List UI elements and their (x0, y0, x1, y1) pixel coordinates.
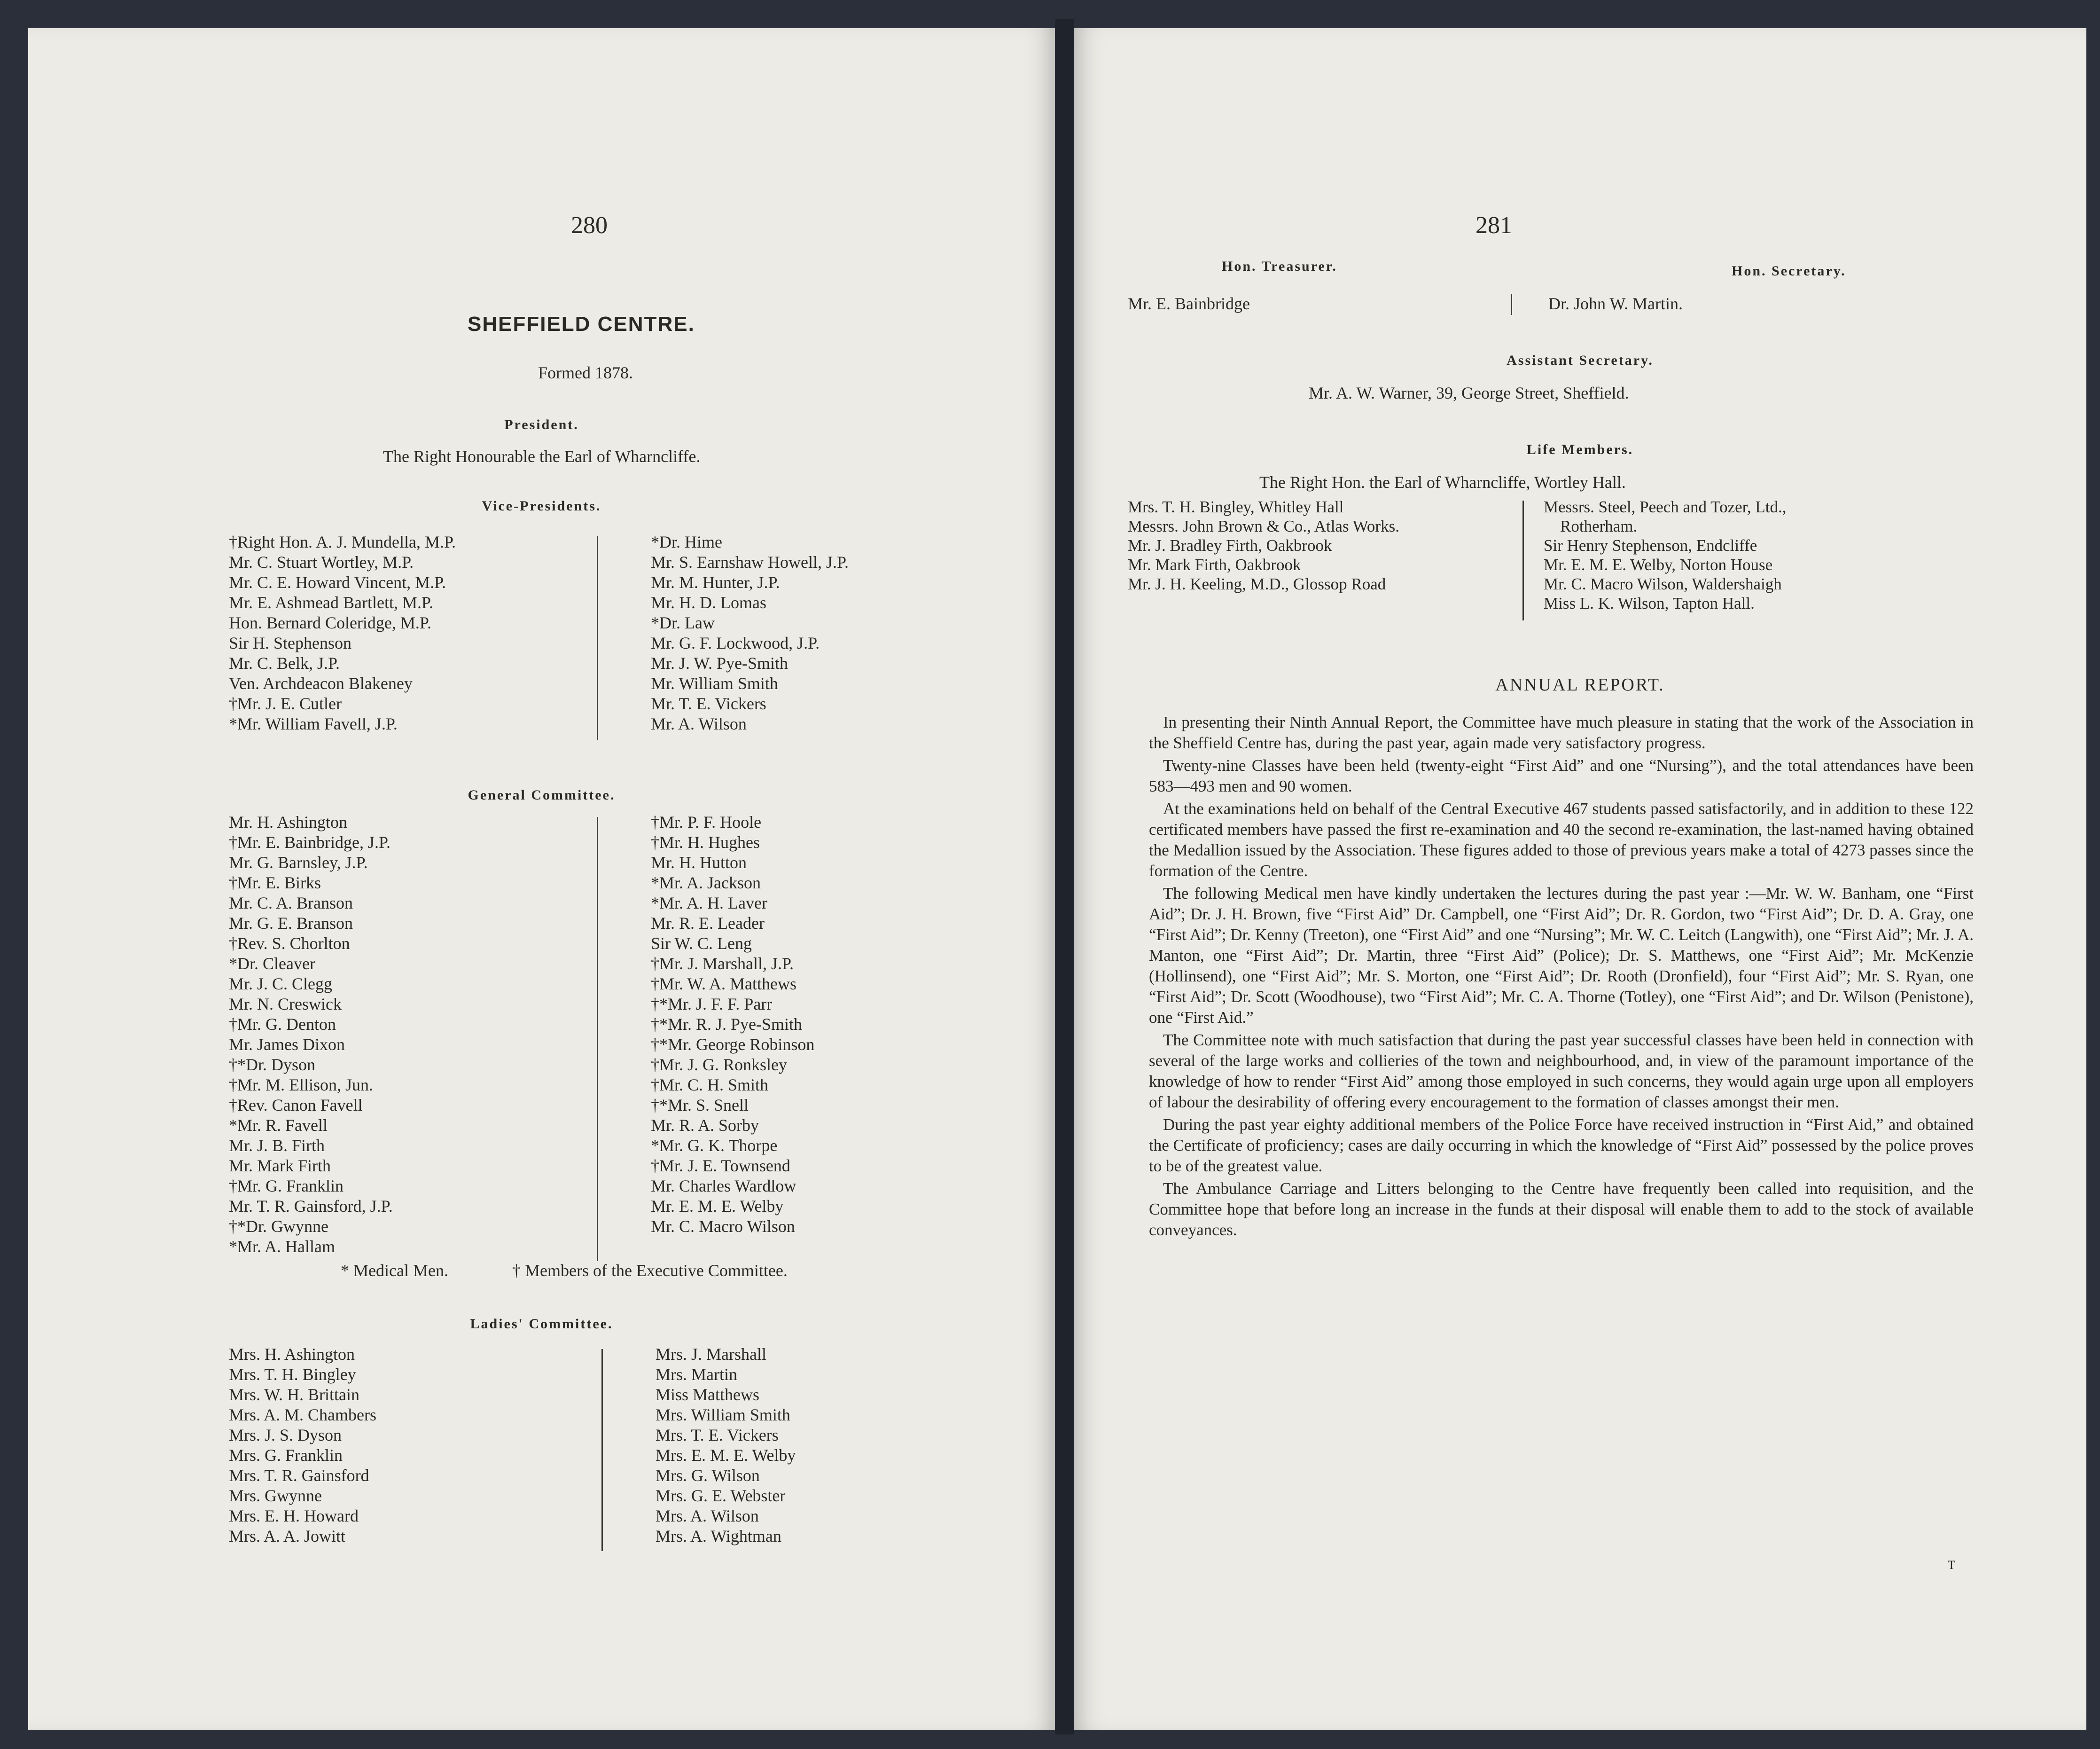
centre-title: SHEFFIELD CENTRE. (468, 313, 695, 336)
committee-member-entry: Mr. G. Barnsley, J.P. (229, 853, 368, 872)
vice-president-entry: Mr. S. Earnshaw Howell, J.P. (651, 553, 849, 572)
footnote-executive: † Members of the Executive Committee. (512, 1261, 788, 1280)
committee-member-entry: †*Dr. Gwynne (229, 1217, 328, 1236)
vice-president-entry: Mr. H. D. Lomas (651, 593, 766, 612)
column-divider (1522, 501, 1524, 620)
ladies-committee-entry: Mrs. E. M. E. Welby (656, 1446, 796, 1465)
vice-president-entry: Mr. C. E. Howard Vincent, M.P. (229, 573, 446, 592)
ladies-committee-left (229, 1344, 376, 1546)
life-members-left (1128, 497, 1399, 594)
committee-member-entry: †*Mr. R. J. Pye-Smith (651, 1015, 803, 1034)
ladies-committee-entry: Mrs. A. M. Chambers (229, 1405, 376, 1424)
annual-report-heading: ANNUAL REPORT. (1495, 675, 1665, 695)
report-paragraph: The Committee note with much satisfaction that during the past year successful classes have been held in connection with several of the large works and collieries of the town and neighbourhood, and, in view of the paramount importance of the knowledge of how to render “First Aid” among those employed in such concerns, they would again urge upon all employers of labour the desirability of offering every encouragement to the formation of classes amongst their men. (1149, 1031, 1974, 1111)
committee-member-entry: †Mr. E. Bainbridge, J.P. (229, 833, 391, 852)
vice-president-entry: Mr. J. W. Pye-Smith (651, 654, 788, 673)
page-number: 280 (571, 212, 608, 239)
page-number: 281 (1475, 212, 1512, 239)
committee-member-entry: †*Mr. S. Snell (651, 1096, 749, 1114)
ladies-committee-entry: Mrs. A. A. Jowitt (229, 1527, 346, 1545)
committee-member-entry: Mr. J. C. Clegg (229, 974, 333, 993)
ladies-committee-entry: Mrs. Martin (656, 1365, 737, 1384)
column-divider (597, 817, 598, 1261)
ladies-committee-entry: Mrs. Gwynne (229, 1486, 322, 1505)
committee-member-entry: Mr. Mark Firth (229, 1156, 331, 1175)
assistant-secretary-name: Mr. A. W. Warner, 39, George Street, Sheffield. (1309, 384, 1629, 402)
committee-member-entry: Mr. G. E. Branson (229, 914, 353, 933)
committee-member-entry: †*Dr. Dyson (229, 1055, 316, 1074)
committee-member-entry: Mr. R. A. Sorby (651, 1116, 759, 1135)
committee-member-entry: Mr. E. M. E. Welby (651, 1197, 784, 1216)
report-paragraph: At the examinations held on behalf of the Central Executive 467 students passed satisfactorily, and in addition to these 122 certificated members have passed the first re-examination and 40 the second re-examination, the last-named having obtained the Medallion issued by the Association. These figures added to those of previous years make a total of 4273 passes since the formation of the Centre. (1149, 800, 1974, 880)
vice-president-entry: Mr. G. F. Lockwood, J.P. (651, 634, 820, 652)
committee-member-entry: *Mr. A. Hallam (229, 1237, 335, 1256)
life-member-entry: Mrs. T. H. Bingley, Whitley Hall (1128, 498, 1344, 516)
treasurer-name: Mr. E. Bainbridge (1128, 294, 1250, 313)
life-member-entry: Rotherham. (1544, 517, 1638, 535)
committee-member-entry: Mr. N. Creswick (229, 995, 342, 1013)
ladies-committee-entry: Mrs. A. Wilson (656, 1506, 759, 1525)
life-member-entry: Messrs. John Brown & Co., Atlas Works. (1128, 517, 1399, 535)
committee-member-entry: Mr. J. B. Firth (229, 1136, 325, 1155)
vice-president-entry: *Dr. Hime (651, 533, 722, 551)
vice-president-entry: *Mr. William Favell, J.P. (229, 714, 398, 733)
formed-date: Formed 1878. (538, 363, 633, 382)
vice-president-entry: †Mr. J. E. Cutler (229, 694, 342, 713)
vice-president-entry: Mr. E. Ashmead Bartlett, M.P. (229, 593, 433, 612)
report-paragraph: During the past year eighty additional members of the Police Force have received instruction in “First Aid,” and obtained the Certificate of proficiency; cases are daily occurring in which the knowledge of “First Aid” possessed by the police proves to be of the greatest value. (1149, 1115, 1974, 1175)
book-gutter (1055, 19, 1074, 1734)
signature-mark: T (1948, 1558, 1955, 1572)
ladies-committee-entry: Mrs. H. Ashington (229, 1345, 355, 1364)
column-divider (1511, 294, 1512, 315)
ladies-committee-entry: Mrs. G. E. Webster (656, 1486, 786, 1505)
life-member-entry: Mr. J. Bradley Firth, Oakbrook (1128, 536, 1332, 555)
page-280 (28, 28, 1055, 1730)
committee-member-entry: †*Mr. J. F. F. Parr (651, 995, 773, 1013)
life-member-entry: Sir Henry Stephenson, Endcliffe (1544, 536, 1757, 555)
committee-member-entry: †Mr. M. Ellison, Jun. (229, 1075, 374, 1094)
report-paragraph: The Ambulance Carriage and Litters belonging to the Centre have frequently been called into requisition, and the Committee hope that before long an increase in the funds at their disposal will enable them to add to the stock of available conveyances. (1149, 1179, 1974, 1239)
ladies-committee-entry: Mrs. T. H. Bingley (229, 1365, 356, 1384)
page-281 (1074, 28, 2086, 1730)
committee-member-entry: †Rev. S. Chorlton (229, 934, 350, 953)
committee-member-entry: †Mr. G. Franklin (229, 1176, 344, 1195)
committee-member-entry: Mr. H. Hutton (651, 853, 747, 872)
vice-president-entry: Mr. T. E. Vickers (651, 694, 766, 713)
committee-member-entry: Mr. H. Ashington (229, 813, 348, 831)
life-members-heading: Life Members. (1526, 442, 1634, 457)
ladies-committee-entry: Mrs. J. Marshall (656, 1345, 766, 1364)
assistant-secretary-heading: Assistant Secretary. (1507, 353, 1654, 368)
president-heading: President. (504, 417, 579, 432)
ladies-committee-entry: Mrs. T. R. Gainsford (229, 1466, 369, 1485)
vice-president-entry: Mr. C. Belk, J.P. (229, 654, 340, 673)
committee-member-entry: *Dr. Cleaver (229, 954, 315, 973)
ladies-committee-entry: Mrs. G. Franklin (229, 1446, 343, 1465)
committee-member-entry: Mr. James Dixon (229, 1035, 345, 1054)
vice-presidents-heading: Vice-Presidents. (482, 498, 601, 514)
committee-member-entry: †Mr. J. Marshall, J.P. (651, 954, 794, 973)
ladies-committee-right (656, 1344, 796, 1546)
general-committee-left (229, 812, 393, 1257)
committee-member-entry: Mr. T. R. Gainsford, J.P. (229, 1197, 393, 1216)
vice-president-entry: Mr. M. Hunter, J.P. (651, 573, 780, 592)
vice-president-entry: Sir H. Stephenson (229, 634, 351, 652)
president-name: The Right Honourable the Earl of Wharncliffe. (383, 447, 701, 466)
life-member-entry: Mr. C. Macro Wilson, Waldershaigh (1544, 575, 1782, 593)
committee-member-entry: *Mr. A. H. Laver (651, 894, 767, 912)
ladies-committee-entry: Mrs. G. Wilson (656, 1466, 760, 1485)
life-member-entry: Mr. Mark Firth, Oakbrook (1128, 556, 1301, 574)
ladies-committee-entry: Mrs. William Smith (656, 1405, 790, 1424)
committee-member-entry: Mr. C. A. Branson (229, 894, 353, 912)
committee-member-entry: †Mr. E. Birks (229, 873, 321, 892)
secretary-heading: Hon. Secretary. (1732, 263, 1846, 279)
committee-member-entry: †Mr. J. E. Townsend (651, 1156, 790, 1175)
footnote-medical: * Medical Men. (341, 1261, 448, 1280)
committee-member-entry: †Mr. J. G. Ronksley (651, 1055, 788, 1074)
committee-member-entry: †Mr. C. H. Smith (651, 1075, 769, 1094)
ladies-committee-entry: Mrs. E. H. Howard (229, 1506, 359, 1525)
column-divider (601, 1349, 603, 1551)
committee-member-entry: Mr. C. Macro Wilson (651, 1217, 795, 1236)
report-paragraph: The following Medical men have kindly undertaken the lectures during the past year :—Mr. W. W. Banham, one “First Aid”; Dr. J. H. Brown, five “First Aid” Dr. Campbell, one “First Aid”; Dr. R. Gordon, two “First Aid”; Dr. D. A. Gray, one “First Aid”; Dr. Kenny (Treeton), one “First Aid” and one “Nursing”; Mr. W. C. Leitch (Langwith), one “First Aid”; Mr. J. A. Manton, one “First Aid”; Dr. Martin, three “First Aid” (Police); Dr. S. Matthews, one “First Aid”; Mr. McKenzie (Hollinsend), one “First Aid”; Mr. S. Morton, one “First Aid”; Dr. Rooth (Dronfield), four “First Aid”; Mr. S. Ryan, one “First Aid”; Dr. Scott (Woodhouse), two “First Aid”; Mr. C. A. Thorne (Totley), one “First Aid”; and Dr. Wilson (Penistone), one “First Aid.” (1149, 884, 1974, 1027)
life-member-entry: Mr. E. M. E. Welby, Norton House (1544, 556, 1773, 574)
committee-member-entry: Mr. R. E. Leader (651, 914, 765, 933)
vice-presidents-left (229, 532, 456, 734)
ladies-committee-entry: Mrs. J. S. Dyson (229, 1426, 342, 1444)
vice-president-entry: Mr. C. Stuart Wortley, M.P. (229, 553, 414, 572)
vice-president-entry: Ven. Archdeacon Blakeney (229, 674, 413, 693)
book-spread (19, 19, 2086, 1734)
annual-report-body (1149, 712, 1974, 1242)
committee-member-entry: *Mr. A. Jackson (651, 873, 761, 892)
committee-member-entry: *Mr. R. Favell (229, 1116, 328, 1135)
life-members-right (1544, 497, 1787, 613)
vice-president-entry: *Dr. Law (651, 613, 715, 632)
ladies-committee-entry: Mrs. A. Wightman (656, 1527, 781, 1545)
committee-member-entry: *Mr. G. K. Thorpe (651, 1136, 778, 1155)
general-committee-right (651, 812, 814, 1237)
ladies-committee-entry: Mrs. W. H. Brittain (229, 1385, 360, 1404)
life-member-entry: Miss L. K. Wilson, Tapton Hall. (1544, 594, 1755, 612)
committee-member-entry: †Rev. Canon Favell (229, 1096, 363, 1114)
report-paragraph: Twenty-nine Classes have been held (twenty-eight “First Aid” and one “Nursing”), and the total attendances have been 583—493 men and 90 women. (1149, 756, 1974, 795)
vice-president-entry: †Right Hon. A. J. Mundella, M.P. (229, 533, 456, 551)
committee-member-entry: Sir W. C. Leng (651, 934, 752, 953)
vice-presidents-right (651, 532, 849, 734)
ladies-committee-entry: Miss Matthews (656, 1385, 760, 1404)
life-member-entry: Messrs. Steel, Peech and Tozer, Ltd., (1544, 498, 1787, 516)
general-committee-heading: General Committee. (468, 787, 616, 803)
column-divider (597, 536, 598, 740)
life-member-entry: Mr. J. H. Keeling, M.D., Glossop Road (1128, 575, 1386, 593)
committee-member-entry: Mr. Charles Wardlow (651, 1176, 796, 1195)
vice-president-entry: Mr. A. Wilson (651, 714, 747, 733)
vice-president-entry: Mr. William Smith (651, 674, 778, 693)
report-paragraph: In presenting their Ninth Annual Report, the Committee have much pleasure in stating that the work of the Association in the Sheffield Centre has, during the past year, again made very satisfactory progress. (1149, 713, 1974, 752)
committee-member-entry: †Mr. P. F. Hoole (651, 813, 762, 831)
committee-member-entry: †*Mr. George Robinson (651, 1035, 815, 1054)
committee-member-entry: †Mr. W. A. Matthews (651, 974, 797, 993)
committee-member-entry: †Mr. G. Denton (229, 1015, 336, 1034)
vice-president-entry: Hon. Bernard Coleridge, M.P. (229, 613, 431, 632)
secretary-name: Dr. John W. Martin. (1548, 294, 1683, 313)
ladies-committee-entry: Mrs. T. E. Vickers (656, 1426, 779, 1444)
treasurer-heading: Hon. Treasurer. (1222, 259, 1337, 274)
committee-member-entry: †Mr. H. Hughes (651, 833, 760, 852)
ladies-committee-heading: Ladies' Committee. (470, 1316, 613, 1332)
life-member-top: The Right Hon. the Earl of Wharncliffe, Wortley Hall. (1259, 473, 1626, 492)
